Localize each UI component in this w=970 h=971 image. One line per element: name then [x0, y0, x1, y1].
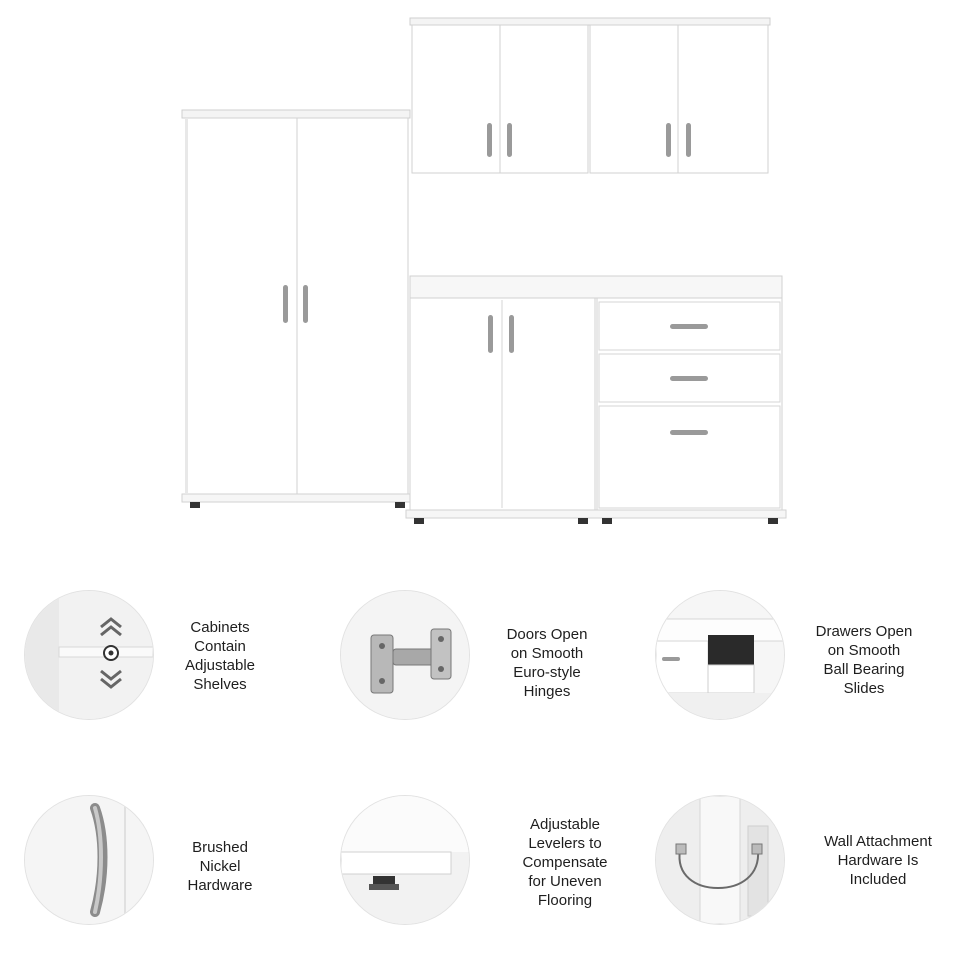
- handle-icon: [670, 376, 708, 381]
- leveler-foot-icon: [340, 795, 470, 925]
- handle-icon: [670, 324, 708, 329]
- handle-icon: [666, 123, 671, 157]
- drawer-slide-icon: [655, 590, 785, 720]
- foot: [414, 518, 424, 524]
- handle-icon: [487, 123, 492, 157]
- handle-icon: [509, 315, 514, 353]
- handle-icon: [303, 285, 308, 323]
- handle-icon: [488, 315, 493, 353]
- nickel-handle-icon: [24, 795, 154, 925]
- foot: [602, 518, 612, 524]
- handle-icon: [283, 285, 288, 323]
- handle-icon: [686, 123, 691, 157]
- feature-caption-hardware: Brushed Nickel Hardware: [187, 839, 253, 894]
- foot: [768, 518, 778, 524]
- euro-hinge-icon: [340, 590, 470, 720]
- feature-caption-drawers: Drawers Open on Smooth Ball Bearing Slides: [815, 623, 913, 697]
- foot: [395, 502, 405, 508]
- wall-cabinets: [410, 18, 770, 173]
- handle-icon: [507, 123, 512, 157]
- feature-caption-levelers: Adjustable Levelers to Compensate for Uneven Flooring: [522, 816, 608, 909]
- base-cabinet: [406, 276, 786, 524]
- feature-caption-wall-attachment: Wall Attachment Hardware Is Included: [824, 833, 932, 888]
- handle-icon: [670, 430, 708, 435]
- feature-caption-hinges: Doors Open on Smooth Euro-style Hinges: [506, 626, 588, 700]
- tall-cabinet: [182, 110, 410, 508]
- foot: [190, 502, 200, 508]
- adjustable-shelf-icon: [24, 590, 154, 720]
- wall-strap-icon: [655, 795, 785, 925]
- feature-caption-shelves: Cabinets Contain Adjustable Shelves: [184, 619, 256, 693]
- foot: [578, 518, 588, 524]
